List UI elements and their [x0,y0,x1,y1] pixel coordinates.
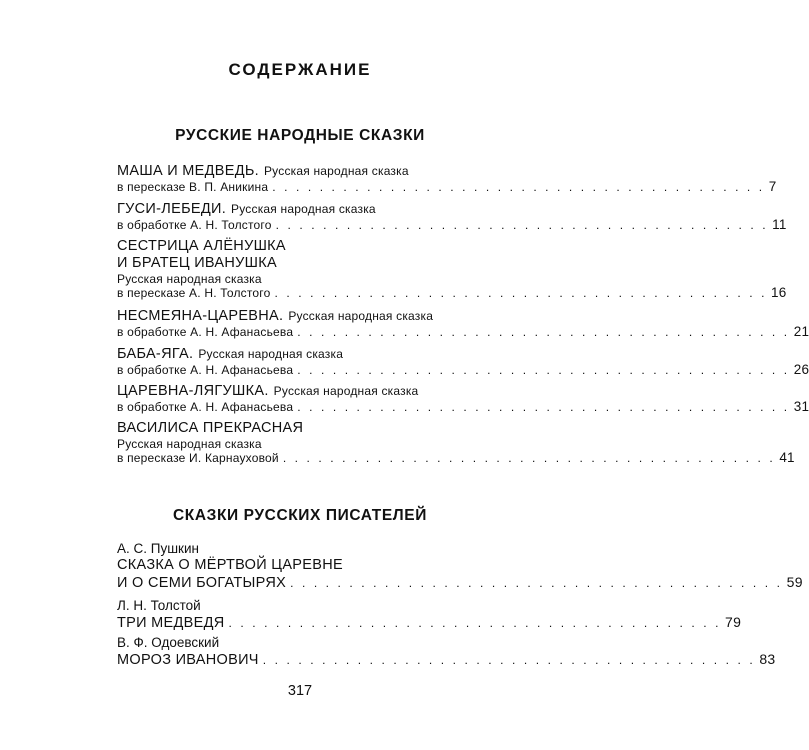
toc-entry[interactable] [117,540,803,592]
leader-dots: . . . . . . . . . . . . . . . . . . . . . . . . . . . . . . . . . . . . . . . . . . [282,451,776,465]
entry-credit: в пересказе И. Карнауховой [117,451,279,465]
entry-page-number: 11 [772,217,787,232]
entry-author: А. С. Пушкин [117,541,199,556]
entry-title: ГУСИ-ЛЕБЕДИ. [117,201,227,217]
toc-entry[interactable] [117,346,809,377]
entry-title: НЕСМЕЯНА-ЦАРЕВНА. [117,308,284,324]
toc-entry[interactable] [117,634,776,669]
leader-dots: . . . . . . . . . . . . . . . . . . . . . . . . . . . . . . . . . . . . . . . . . . [272,180,765,194]
entry-credit: в обработке А. Н. Афанасьева [117,400,294,414]
entry-credit: в пересказе В. П. Аникина [117,180,269,194]
entry-subtitle: Русская народная сказка [198,347,344,361]
toc-entry[interactable] [117,383,809,414]
entry-page-number: 21 [793,324,809,339]
section-heading-writers-tales: СКАЗКИ РУССКИХ ПИСАТЕЛЕЙ [173,507,427,524]
entry-credit: в обработке А. Н. Толстого [117,218,272,232]
entry-subtitle: Русская народная сказка [288,309,434,323]
toc-entry[interactable] [117,201,787,232]
leader-dots: . . . . . . . . . . . . . . . . . . . . . . . . . . . . . . . . . . . . . . . . . . [290,576,783,590]
entry-subtitle: Русская народная сказка [273,384,419,398]
entry-author: Л. Н. Толстой [117,598,201,613]
entry-credit: в пересказе А. Н. Толстого [117,286,271,300]
entry-subtitle: Русская народная сказка [263,164,409,178]
toc-entry[interactable] [117,163,777,194]
toc-entry[interactable] [117,238,787,300]
section-heading-folk-tales: РУССКИЕ НАРОДНЫЕ СКАЗКИ [175,127,425,144]
entry-title-line-1: СКАЗКА О МЁРТВОЙ ЦАРЕВНЕ [117,557,343,573]
entry-title: ВАСИЛИСА ПРЕКРАСНАЯ [117,420,304,436]
toc-entry[interactable] [117,597,742,632]
entry-title: МАША И МЕДВЕДЬ. [117,163,259,179]
entry-author: В. Ф. Одоевский [117,635,220,650]
entry-page-number: 41 [779,450,795,465]
entry-credit: в обработке А. Н. Афанасьева [117,325,294,339]
entry-title-line-2: И О СЕМИ БОГАТЫРЯХ [117,575,287,591]
entry-page-number: 31 [793,399,809,414]
entry-subtitle: Русская народная сказка [117,272,262,286]
entry-title-line-2: И БРАТЕЦ ИВАНУШКА [117,255,277,271]
leader-dots: . . . . . . . . . . . . . . . . . . . . . . . . . . . . . . . . . . . . . . . . . . [297,363,790,377]
entry-title: МОРОЗ ИВАНОВИЧ [117,652,259,668]
page-number: 317 [287,683,313,699]
leader-dots: . . . . . . . . . . . . . . . . . . . . . . . . . . . . . . . . . . . . . . . . . . [274,286,768,300]
entry-page-number: 83 [759,651,776,667]
entry-page-number: 26 [793,362,809,377]
toc-entry[interactable] [117,308,809,339]
leader-dots: . . . . . . . . . . . . . . . . . . . . . . . . . . . . . . . . . . . . . . . . . . [297,400,790,414]
page-title: СОДЕРЖАНИЕ [228,60,372,79]
entry-subtitle: Русская народная сказка [117,437,262,451]
entry-title: ЦАРЕВНА-ЛЯГУШКА. [117,383,269,399]
leader-dots: . . . . . . . . . . . . . . . . . . . . . . . . . . . . . . . . . . . . . . . . . . [228,616,722,630]
leader-dots: . . . . . . . . . . . . . . . . . . . . . . . . . . . . . . . . . . . . . . . . . . [297,325,790,339]
entry-credit: в обработке А. Н. Афанасьева [117,363,294,377]
entry-page-number: 16 [771,285,787,300]
entry-title-line-1: СЕСТРИЦА АЛЁНУШКА [117,238,286,254]
entry-page-number: 7 [768,179,777,194]
leader-dots: . . . . . . . . . . . . . . . . . . . . . . . . . . . . . . . . . . . . . . . . . . [275,218,769,232]
entry-subtitle: Русская народная сказка [231,202,376,216]
entry-page-number: 59 [786,574,803,590]
entry-title: БАБА-ЯГА. [117,346,194,362]
entry-title: ТРИ МЕДВЕДЯ [117,615,225,631]
leader-dots: . . . . . . . . . . . . . . . . . . . . . . . . . . . . . . . . . . . . . . . . . . [262,653,756,667]
toc-entry[interactable] [117,420,795,465]
entry-page-number: 79 [725,614,742,630]
